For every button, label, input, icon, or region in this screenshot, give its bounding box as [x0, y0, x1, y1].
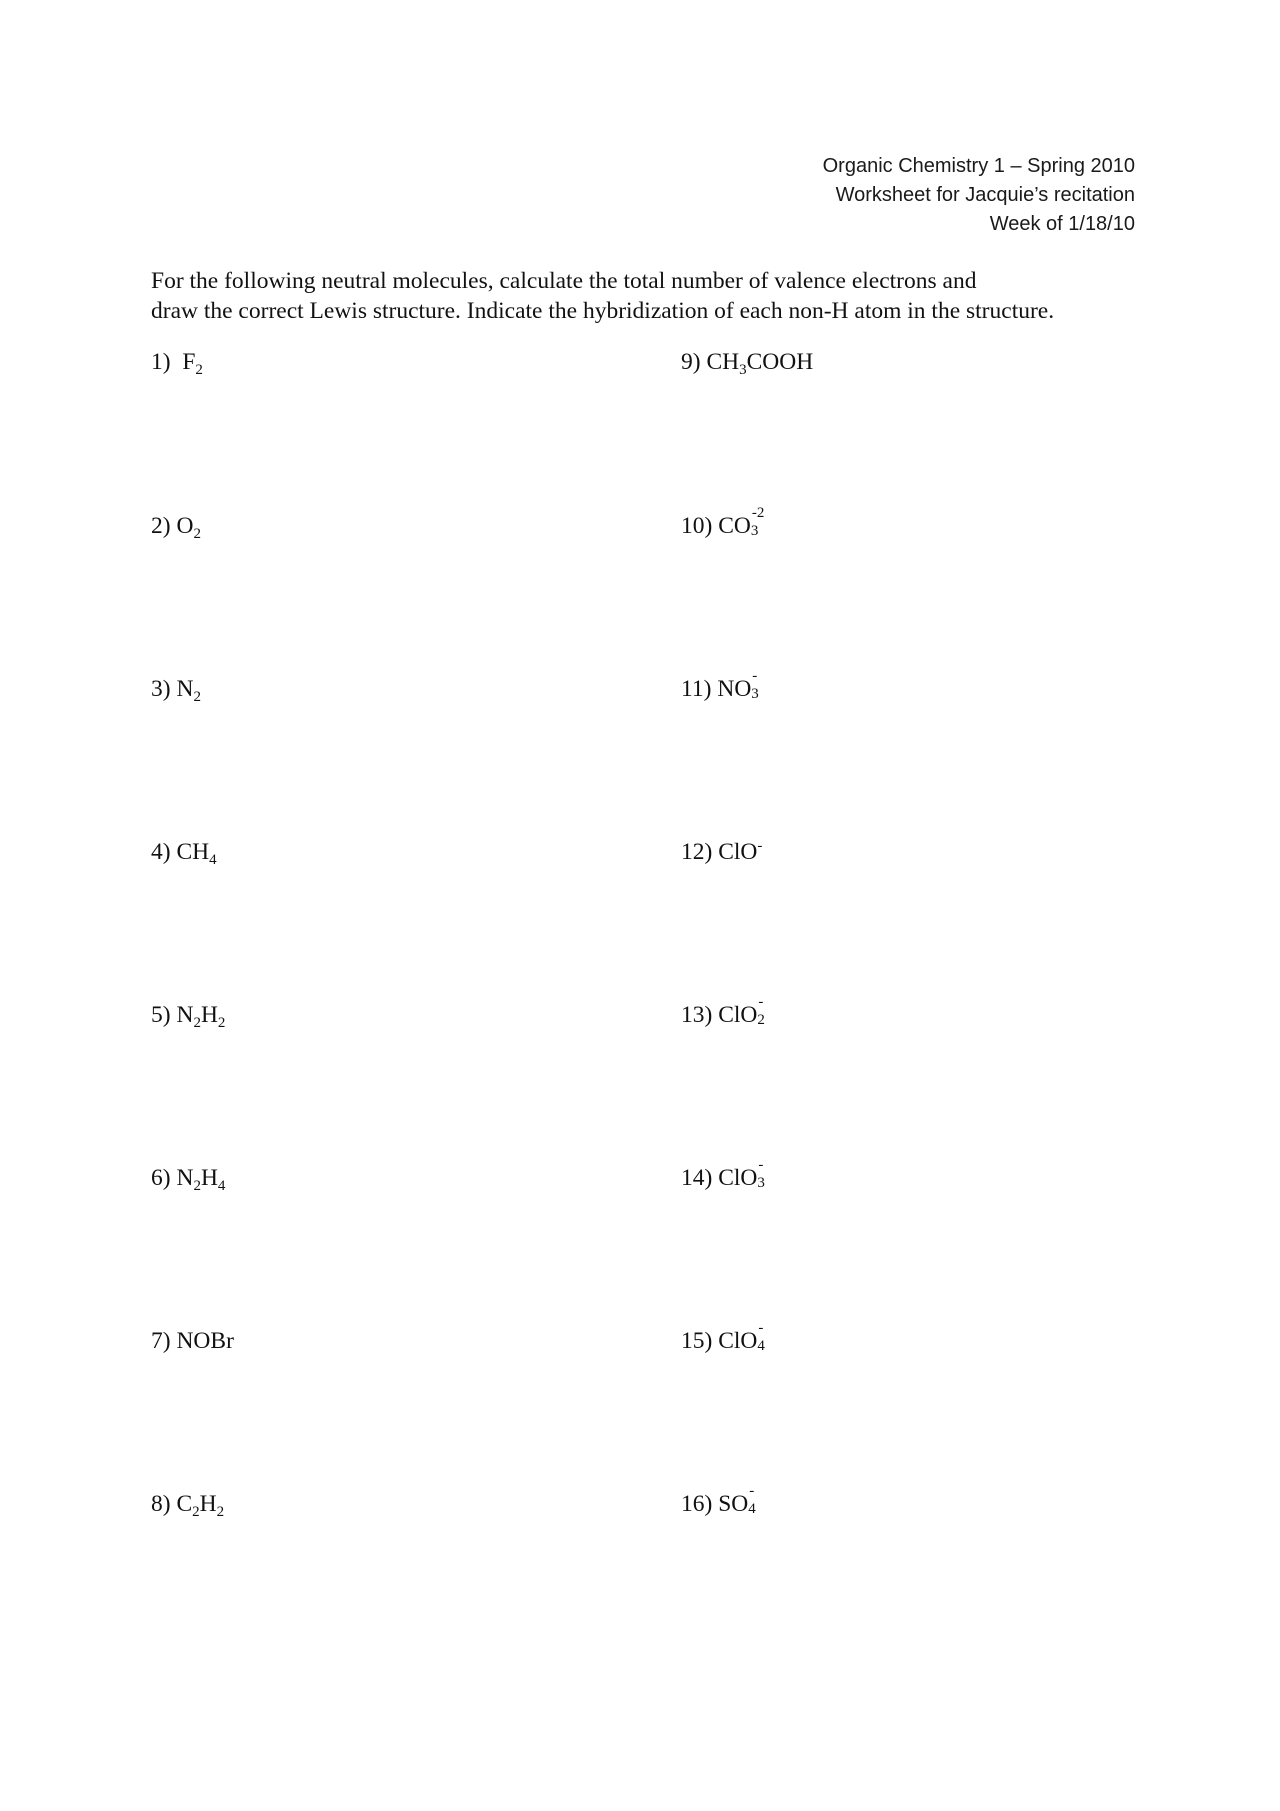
problem-number: 7) — [151, 1328, 171, 1354]
formula-subscript: 4 — [748, 1501, 756, 1517]
problem-number: 9) — [681, 349, 701, 375]
formula-part: SO — [718, 1491, 749, 1517]
problem-7 — [151, 1327, 234, 1355]
instructions — [151, 266, 1151, 326]
problem-1 — [151, 348, 203, 376]
formula-subscript: 3 — [750, 523, 759, 539]
problem-5 — [151, 1001, 225, 1029]
formula-superscript: - — [758, 1320, 764, 1336]
problem-12 — [681, 838, 762, 866]
formula-subscript: 3 — [751, 686, 759, 702]
problem-13 — [681, 994, 767, 1029]
formula-part: ClO — [718, 839, 758, 865]
formula-superscript: - — [758, 1157, 764, 1173]
formula-charge — [757, 1320, 767, 1354]
formula-part: O — [176, 513, 194, 539]
formula-part: H — [200, 1165, 218, 1191]
formula-charge — [757, 1157, 767, 1191]
problem-4 — [151, 838, 217, 866]
formula-charge — [751, 668, 761, 702]
problem-number: 14) — [681, 1165, 713, 1191]
formula-subscript: 2 — [192, 1504, 200, 1520]
problem-number: 1) — [151, 349, 171, 375]
formula-part: F — [182, 349, 196, 375]
formula-subscript: 3 — [757, 1175, 765, 1191]
problem-14 — [681, 1157, 767, 1192]
instructions-line-2: draw the correct Lewis structure. Indicate the hybridization of each non-H atom in the structure. — [151, 298, 1055, 324]
problem-number: 8) — [151, 1491, 171, 1517]
formula-part: ClO — [718, 1165, 758, 1191]
formula-part: CO — [718, 513, 751, 539]
formula-subscript: 2 — [193, 1015, 201, 1031]
problem-number: 13) — [681, 1002, 713, 1028]
formula-subscript: 2 — [193, 689, 201, 705]
worksheet-title: Worksheet for Jacquie’s recitation — [835, 184, 1135, 206]
formula-charge — [757, 994, 767, 1028]
formula-subscript: 4 — [209, 852, 217, 868]
formula-superscript: - — [758, 994, 764, 1010]
formula-subscript: 2 — [757, 1012, 765, 1028]
formula-part: ClO — [718, 1002, 758, 1028]
formula-part: H — [200, 1002, 218, 1028]
problem-10 — [681, 505, 765, 540]
instructions-line-1: For the following neutral molecules, calculate the total number of valence electrons and — [151, 268, 977, 294]
problem-number: 10) — [681, 513, 713, 539]
formula-part: N — [176, 676, 194, 702]
course-title: Organic Chemistry 1 – Spring 2010 — [822, 155, 1135, 177]
problem-15 — [681, 1320, 767, 1355]
formula-part: NO — [717, 676, 752, 702]
formula-subscript: 4 — [217, 1178, 226, 1194]
problem-number: 11) — [681, 676, 712, 702]
formula-part: N — [176, 1165, 194, 1191]
formula-part: NOBr — [176, 1328, 234, 1354]
formula-subscript: 2 — [195, 362, 203, 378]
formula-charge — [750, 505, 765, 539]
problem-number: 6) — [151, 1165, 171, 1191]
formula-subscript: 2 — [193, 1178, 201, 1194]
formula-part: CH — [176, 839, 210, 865]
formula-part: C — [176, 1491, 193, 1517]
formula-part: CH — [706, 349, 740, 375]
document-header — [823, 152, 1135, 239]
formula-superscript: - — [757, 838, 763, 854]
week-date: Week of 1/18/10 — [989, 213, 1135, 235]
formula-subscript: 3 — [739, 362, 747, 378]
formula-subscript: 4 — [757, 1338, 765, 1354]
problem-11 — [681, 668, 761, 703]
problem-number: 16) — [681, 1491, 713, 1517]
formula-part: ClO — [718, 1328, 758, 1354]
problem-number: 3) — [151, 676, 171, 702]
problem-2 — [151, 512, 201, 540]
problem-number: 4) — [151, 839, 171, 865]
formula-superscript: - — [752, 668, 758, 684]
formula-subscript: 2 — [217, 1015, 226, 1031]
formula-subscript: 2 — [193, 526, 201, 542]
formula-superscript: -2 — [751, 505, 765, 521]
formula-charge — [748, 1483, 758, 1517]
problem-number: 12) — [681, 839, 713, 865]
formula-superscript: - — [749, 1483, 755, 1499]
problem-8 — [151, 1490, 224, 1518]
problem-number: 15) — [681, 1328, 713, 1354]
problem-9 — [681, 348, 813, 376]
problem-6 — [151, 1164, 225, 1192]
problem-16 — [681, 1483, 758, 1518]
formula-subscript: 2 — [216, 1504, 225, 1520]
formula-part: N — [176, 1002, 194, 1028]
formula-part: H — [199, 1491, 217, 1517]
formula-part: COOH — [746, 349, 814, 375]
problem-3 — [151, 675, 201, 703]
problem-number: 2) — [151, 513, 171, 539]
problem-number: 5) — [151, 1002, 171, 1028]
